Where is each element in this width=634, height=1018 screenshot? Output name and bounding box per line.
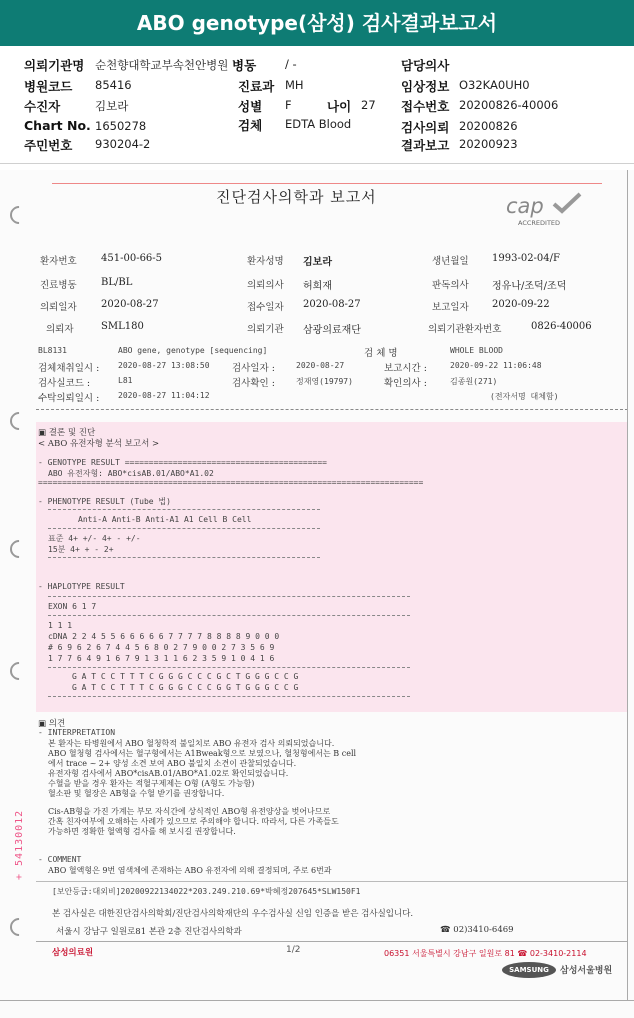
receipt-value: 20200826-40006 (459, 98, 559, 112)
samsung-logo-text: SAMSUNG (509, 966, 549, 974)
rep-date-value: 2020-09-22 (492, 299, 550, 310)
room-label: 검사실코드 : (38, 378, 91, 389)
ward-value2: BL/BL (101, 277, 133, 288)
esign-note: (전자서명 대체함) (490, 392, 559, 401)
divider (36, 409, 628, 411)
brand-left: 삼성의료원 (52, 948, 94, 958)
collect-value: 2020-08-27 13:08:50 (118, 361, 210, 370)
exon-line: EXON 6 1 7 (48, 602, 97, 611)
haplotype-rule-2 (48, 615, 410, 617)
side-number: + 54130012 (14, 809, 25, 880)
patient-value: 김보라 (95, 99, 129, 113)
footer-rule-2 (36, 941, 628, 942)
test-code: BL8131 (38, 346, 67, 355)
test-specimen-label: 검 체 명 (364, 348, 398, 359)
clinical-value: O32KA0UH0 (459, 78, 530, 92)
phenotype-header: - PHENOTYPE RESULT (Tube 법) (38, 497, 171, 506)
report-value: 20200923 (459, 137, 518, 151)
sex-value: F (285, 98, 292, 112)
rep-date-label: 보고일자 (432, 302, 469, 313)
rcv-date-label: 접수일자 (247, 302, 284, 313)
inst-label: 의뢰기관 (247, 324, 284, 335)
phenotype-rule-top (48, 509, 320, 511)
receipt-date-value: 2020-08-27 (296, 361, 345, 370)
confirm-value: 김종원(271) (450, 377, 498, 386)
interpretation-header: - INTERPRETATION (38, 728, 116, 737)
patient-label: 수진자 (24, 99, 61, 114)
phenotype-row-standard: 표준 4+ +/- 4+ - +/- (48, 534, 141, 543)
collect-label: 검체채취일시 : (38, 363, 100, 374)
rrn-label: 주민번호 (24, 138, 73, 153)
cap-check-icon (552, 192, 582, 214)
age-label: 나이 (327, 99, 352, 114)
haplotype-header: - HAPLOTYPE RESULT (38, 582, 125, 591)
receipt-date-label: 검사일자 : (232, 363, 275, 374)
security-line: [보안등급:대외비]20200922134022*203.249.210.69*박혜정207645*SLW150F1 (52, 887, 361, 896)
req-doc-value: 허희재 (303, 281, 332, 292)
inst-no-value: 0826-40006 (531, 321, 592, 332)
chart-label: Chart No. (24, 118, 91, 133)
cap-logo-text: cap (506, 194, 544, 218)
genotype-header: - GENOTYPE RESULT ========================================== (38, 458, 327, 467)
confirm-label: 확인의사 : (384, 378, 427, 389)
receipt-label: 접수번호 (401, 99, 450, 114)
haplotype-rule-4 (48, 696, 410, 698)
rcv-date-value: 2020-08-27 (303, 299, 361, 310)
ward-label: 병동 (232, 58, 257, 73)
page-edge (627, 170, 628, 1000)
haplotype-rule-1 (48, 596, 410, 598)
inst-no-label: 의뢰기관환자번호 (428, 324, 502, 335)
result-subtitle: < ABO 유전자형 분석 보고서 > (38, 439, 160, 449)
chart-value: 1650278 (95, 119, 147, 133)
rrn-value: 930204-2 (95, 137, 151, 151)
test-specimen-value: WHOLE BLOOD (450, 346, 503, 355)
report-label: 결과보고 (401, 138, 450, 153)
phenotype-rule-bottom (48, 557, 320, 559)
cdna-row-3: 1 7 7 6 4 9 1 6 7 9 1 3 1 1 6 2 3 5 9 1 0 4 1 6 (48, 654, 275, 663)
comment-line: ABO 혈액형은 9번 염색체에 존재하는 ABO 유전자에 의해 결정되며, 주로 6번과 (48, 866, 332, 875)
name-value: 김보라 (303, 257, 332, 268)
doctor-label: 담당의사 (401, 58, 450, 73)
specimen-label: 검체 (238, 118, 263, 133)
interp-line: 유전자형 검사에서 ABO*cisAB.01/ABO*A1.02로 확인되었습니다. (48, 769, 289, 778)
dob-value: 1993-02-04/F (492, 253, 560, 264)
phenotype-rule-mid (48, 528, 320, 530)
req-doc-label: 의뢰의사 (247, 280, 284, 291)
dept-value: MH (285, 78, 304, 92)
read-doc-label: 판독의사 (432, 280, 469, 291)
req-date-label: 의뢰일자 (40, 302, 77, 313)
room-value: L81 (118, 376, 133, 385)
top-red-line (52, 183, 602, 184)
read-doc-value: 정유나/조덕/조덕 (492, 281, 567, 292)
report-heading: 진단검사의학과 보고서 (216, 188, 377, 206)
samsung-logo (502, 962, 556, 978)
genotype-rule: ================================================================================ (38, 478, 424, 487)
genotype-result: ABO 유전자형: ABO*cisAB.01/ABO*A1.02 (48, 469, 214, 478)
name-label: 환자성명 (247, 256, 284, 267)
report-time-value: 2020-09-22 11:06:48 (450, 361, 542, 370)
interp-line: 본 환자는 타병원에서 ABO 혈청학적 불일치로 ABO 유전자 검사 의뢰되었습니다. (48, 739, 335, 748)
test-name: ABO gene, genotype [sequencing] (118, 346, 268, 355)
opinion-title: ▣ 의견 (38, 719, 66, 729)
dept-phone: ☎ 02)3410-6469 (440, 925, 514, 935)
footer-rule (36, 881, 628, 882)
dept-label: 진료과 (238, 79, 275, 94)
requester-value: SML180 (101, 321, 144, 332)
verify-value: 정재영(19797) (296, 377, 353, 386)
result-section-title: ▣ 결론 및 진단 (38, 428, 96, 438)
code-value: 85416 (95, 78, 132, 92)
age-value: 27 (361, 98, 376, 112)
phenotype-cols: Anti-A Anti-B Anti-A1 A1 Cell B Cell (78, 515, 252, 524)
cdna-row-0: 1 1 1 (48, 621, 73, 630)
pid-value: 451-00-66-5 (101, 253, 163, 264)
haplotype-rule-3 (48, 667, 410, 669)
phenotype-row-15min: 15분 4+ + - 2+ (48, 545, 114, 554)
samsung-hospital-name: 삼성서울병원 (560, 966, 613, 976)
interp-line: 에서 trace ~ 2+ 양성 소견 보여 ABO 불일치 소견이 관찰되었습니다. (48, 759, 297, 768)
header-separator (0, 163, 634, 164)
ward-label2: 진료병동 (40, 280, 77, 291)
inst-value: 삼광의료재단 (303, 325, 361, 336)
cap-accredited: ACCREDITED (518, 219, 561, 227)
hospital-label: 의뢰기관명 (24, 58, 85, 73)
interp-line: 간혹 친자여부에 오해하는 사례가 있으므로 주의해야 합니다. 따라서, 다른 가족들도 (48, 817, 339, 826)
page-bottom-edge (0, 1000, 634, 1001)
interp-line: 혈소판 및 혈장은 AB형을 수혈 받기를 권장합니다. (48, 789, 225, 798)
dept-address: 서울시 강남구 일원로81 본관 2층 진단검사의학과 (56, 927, 242, 937)
cdna-row-2: # 6 9 6 2 6 7 4 4 5 6 8 0 2 7 9 0 0 2 7 3 5 6 9 (48, 643, 275, 652)
request-value: 20200826 (459, 119, 518, 133)
report-title-bar (0, 0, 634, 46)
interp-line: Cis-AB형을 가진 가계는 부모 자식간에 상식적인 ABO형 유전양상을 벗어나므로 (48, 807, 331, 816)
report-title: ABO genotype(삼성) 검사결과보고서 (136, 11, 498, 35)
cdna-row-1: cDNA 2 2 4 5 5 6 6 6 6 6 7 7 7 7 8 8 8 8 9 0 0 0 (48, 632, 280, 641)
interp-line: 가능하면 정확한 혈액형 검사를 해 보시길 권장합니다. (48, 827, 236, 836)
request-label: 검사의뢰 (401, 120, 450, 135)
clinical-label: 임상정보 (401, 79, 450, 94)
page-number: 1/2 (286, 945, 301, 955)
recv-value: 2020-08-27 11:04:12 (118, 391, 210, 400)
ward-value: / - (285, 57, 297, 71)
certification-line: 본 검사실은 대한진단검사의학회/진단검사의학재단의 우수검사실 신임 인증을 받은 검사실입니다. (52, 909, 414, 919)
code-label: 병원코드 (24, 79, 73, 94)
specimen-value: EDTA Blood (285, 117, 352, 131)
interp-line: 수혈을 받을 경우 환자는 적혈구제제는 O형 (A형도 가능함) (48, 779, 255, 788)
hospital-value: 순천향대학교부속천안병원 (95, 58, 229, 72)
interp-line: ABO 혈청형 검사에서는 혈구형에서는 A1Bweak형으로 보였으나, 혈청형에서는 B cell (48, 749, 357, 758)
req-date-value: 2020-08-27 (101, 299, 159, 310)
sequence-row-1: G A T C C T T T C G G G C C C G C T G G G C C G (72, 672, 299, 681)
comment-header: - COMMENT (38, 855, 82, 864)
dob-label: 생년월일 (432, 256, 469, 267)
sequence-row-2: G A T C C T T T C G G G C C C G G T G G G C C G (72, 683, 299, 692)
pid-label: 환자번호 (40, 256, 77, 267)
hospital-address: 06351 서울특별시 강남구 일원로 81 ☎ 02-3410-2114 (384, 949, 587, 958)
recv-label: 수탁의뢰일시 : (38, 393, 100, 404)
sex-label: 성별 (238, 99, 263, 114)
verify-label: 검사확인 : (232, 378, 275, 389)
requester-label: 의뢰자 (46, 324, 74, 335)
report-time-label: 보고시간 : (384, 363, 427, 374)
